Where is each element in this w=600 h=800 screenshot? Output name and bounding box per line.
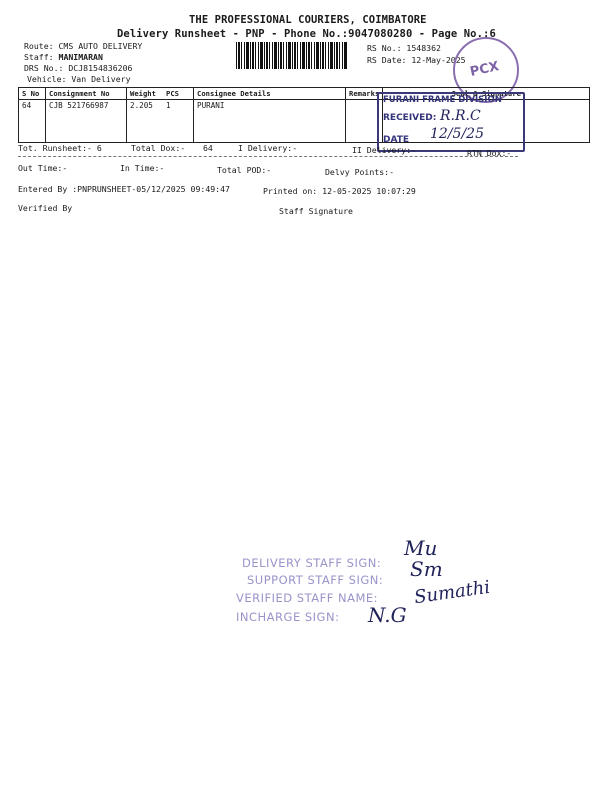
rtn-dox: RTN Dox:- (467, 148, 512, 158)
verified-by-label: Verified By (18, 203, 73, 213)
divider-dashed (18, 156, 518, 157)
cell-consignment: CJB 521766987 (46, 100, 127, 143)
signature-support: Sm (410, 557, 443, 581)
stamp-received-label: RECEIVED: (383, 113, 437, 123)
stamp-date-label: DATE (383, 135, 410, 145)
col-consignment: Consignment No (46, 88, 127, 100)
col-weight: Weight (127, 88, 164, 100)
runsheet-subtitle: Delivery Runsheet - PNP - Phone No.:9047080280 - Page No.:6 (117, 28, 496, 40)
delvy-points: Delvy Points:- (325, 167, 395, 177)
stamp-received-value: R.R.C (440, 108, 481, 124)
stamp-date-value: 12/5/25 (430, 126, 484, 142)
delivery-staff-sign-label: DELIVERY STAFF SIGN: (242, 556, 382, 570)
circle-stamp-text: PCX (468, 59, 501, 80)
stamp-division: FURANI FRAME DIVISION (383, 95, 502, 105)
verified-staff-name-label: VERIFIED STAFF NAME: (236, 591, 379, 605)
company-title: THE PROFESSIONAL COURIERS, COIMBATORE (189, 14, 427, 26)
cell-sno: 64 (19, 100, 46, 143)
signature-incharge: N.G (368, 603, 407, 627)
cell-consignee: PURANI (194, 100, 346, 143)
i-delivery: I Delivery:- (238, 143, 298, 153)
vehicle-text: Vehicle: Van Delivery (27, 74, 131, 84)
entered-by: Entered By :PNPRUNSHEET-05/12/2025 09:49:47 (18, 184, 230, 194)
staff-value: MANIMARAN (58, 52, 103, 62)
cell-weight: 2.205 (127, 100, 164, 143)
total-dox-value: 64 (203, 143, 213, 153)
col-seal: Seal & Signature (383, 88, 590, 100)
in-time: In Time:- (120, 163, 165, 173)
incharge-sign-label: INCHARGE SIGN: (236, 610, 340, 624)
ii-delivery: II Delivery:- (352, 145, 417, 155)
tot-runsheet: Tot. Runsheet:- 6 (18, 143, 102, 153)
rs-number: RS No.: 1548362 (367, 43, 441, 53)
staff-label: Staff: (24, 52, 54, 62)
route-text: Route: CMS AUTO DELIVERY (24, 41, 143, 51)
staff-signature-label: Staff Signature (279, 206, 353, 216)
total-pod: Total POD:- (217, 165, 272, 175)
total-dox-label: Total Dox:- (131, 143, 186, 153)
staff-line (24, 52, 103, 62)
printed-on: Printed on: 12-05-2025 10:07:29 (263, 186, 416, 196)
col-consignee: Consignee Details (194, 88, 346, 100)
out-time: Out Time:- (18, 163, 68, 173)
col-sno: S No (19, 88, 46, 100)
barcode (236, 42, 348, 69)
col-remarks: Remarks (346, 88, 383, 100)
cell-pcs: 1 (163, 100, 194, 143)
rs-date: RS Date: 12-May-2025 (367, 55, 466, 65)
signature-delivery: Mu (404, 536, 438, 560)
signature-verified: Sumathi (412, 576, 492, 609)
drs-number: DRS No.: DCJ8154836206 (24, 63, 133, 73)
support-staff-sign-label: SUPPORT STAFF SIGN: (247, 573, 384, 587)
col-pcs: PCS (163, 88, 194, 100)
